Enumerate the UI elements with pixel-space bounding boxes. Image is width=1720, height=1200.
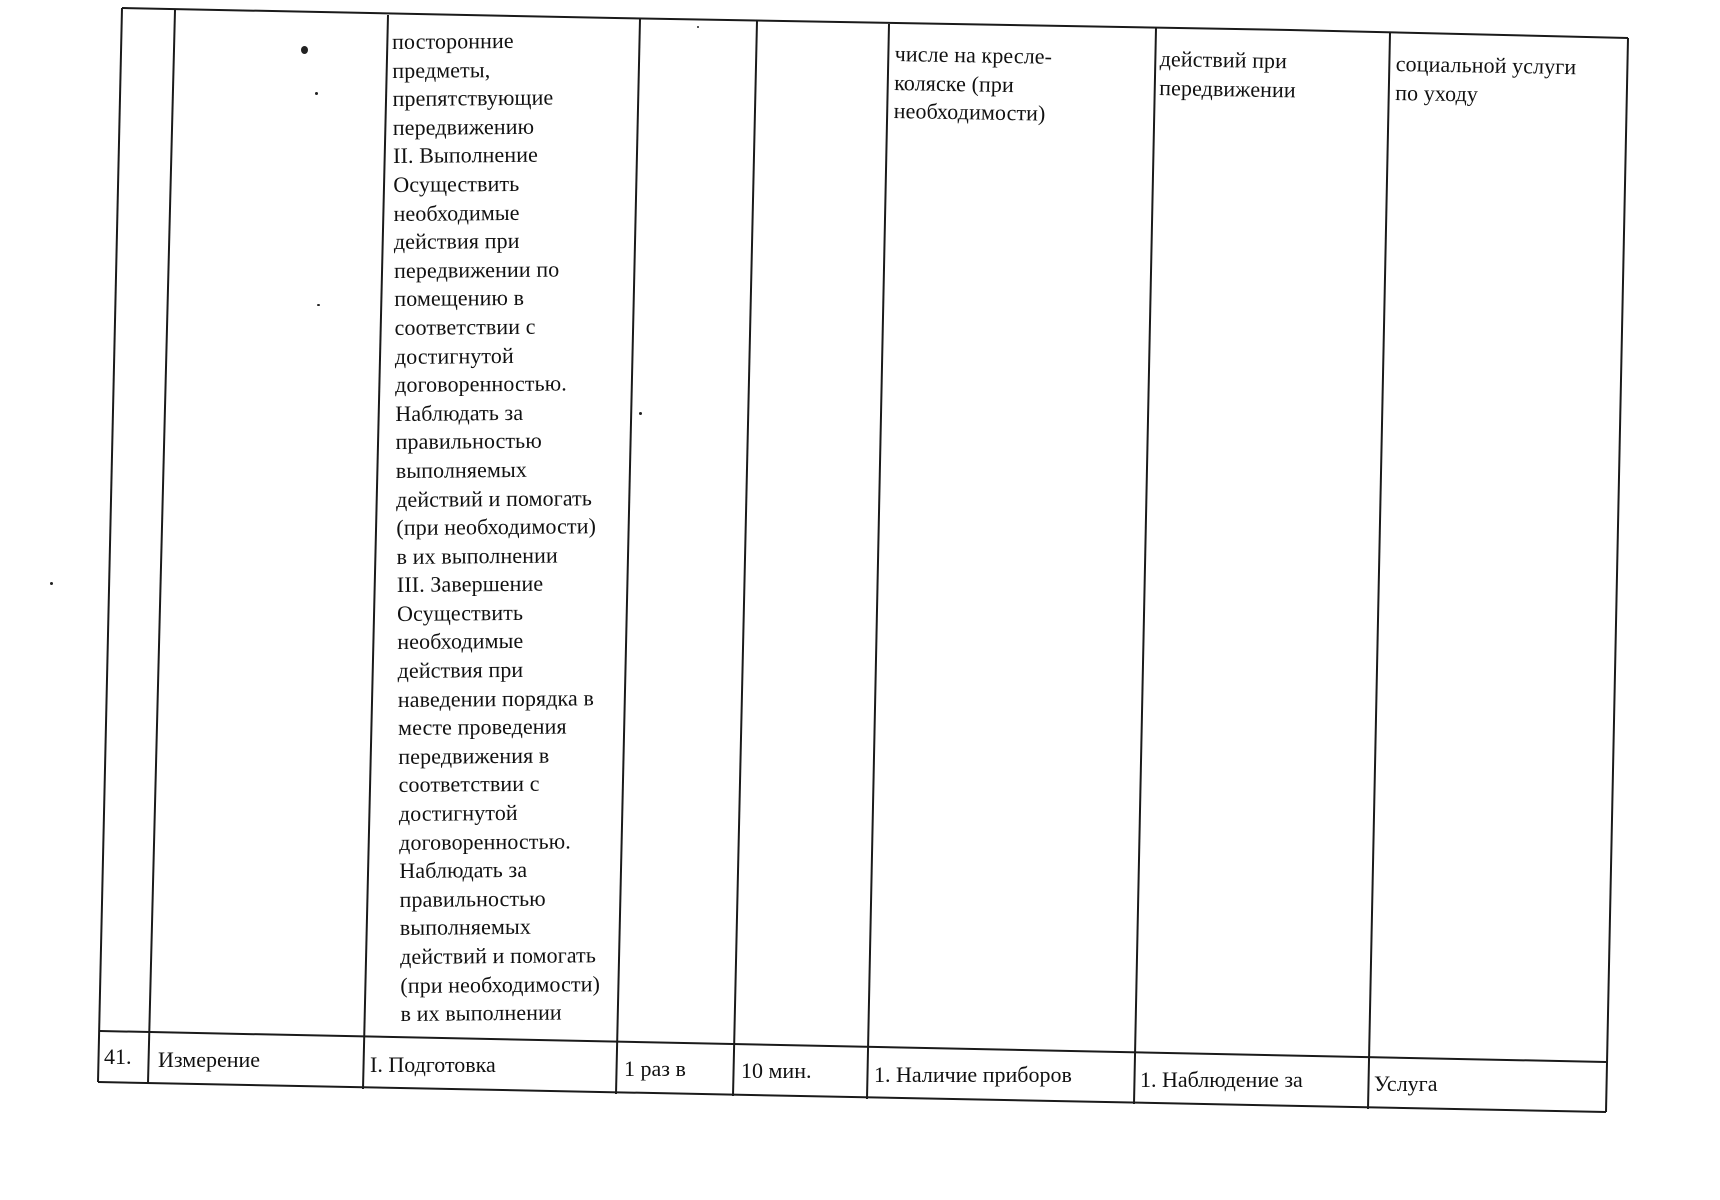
scan-speck bbox=[301, 46, 308, 54]
row-41-conditions: 1. Наличие приборов bbox=[874, 1062, 1072, 1087]
row-41-result: Услуга bbox=[1374, 1071, 1438, 1096]
row-41-procedure: I. Подготовка bbox=[370, 1052, 496, 1077]
procedure-cell-text: посторонние предметы, препятствующие передвижению II. Выполнение Осуществить необходимые действия при передвижении по помещению в соответствии с достигнутой договоренностью. Наблюдать за правильностью выполняемых действий и помогать (при необходимости) в их выполнении III. Завершение Осуществить необходимые действия при наведении порядка в месте проведения передвижения в соответствии с достигнутой договоренностью. Наблюдать за правильностью выполняемых действий и помогать (при необходимости) в их выполнении bbox=[392, 27, 601, 1027]
scan-speck bbox=[315, 92, 318, 95]
result-cell-text: социальной услуги по уходу bbox=[1395, 50, 1577, 107]
scan-speck bbox=[697, 26, 699, 28]
row-41-number: 41. bbox=[104, 1044, 132, 1069]
quality-cell-text: действий при передвижении bbox=[1159, 45, 1297, 102]
row-41-quality: 1. Наблюдение за bbox=[1140, 1067, 1303, 1092]
row-41-frequency: 1 раз в bbox=[624, 1056, 686, 1081]
row-41-name: Измерение bbox=[158, 1047, 261, 1072]
row-41-duration: 10 мин. bbox=[741, 1058, 812, 1083]
scan-speck bbox=[50, 582, 53, 585]
conditions-cell-text: числе на кресле- коляске (при необходимости) bbox=[893, 40, 1053, 126]
scan-speck bbox=[317, 304, 320, 306]
scan-speck bbox=[639, 412, 642, 415]
